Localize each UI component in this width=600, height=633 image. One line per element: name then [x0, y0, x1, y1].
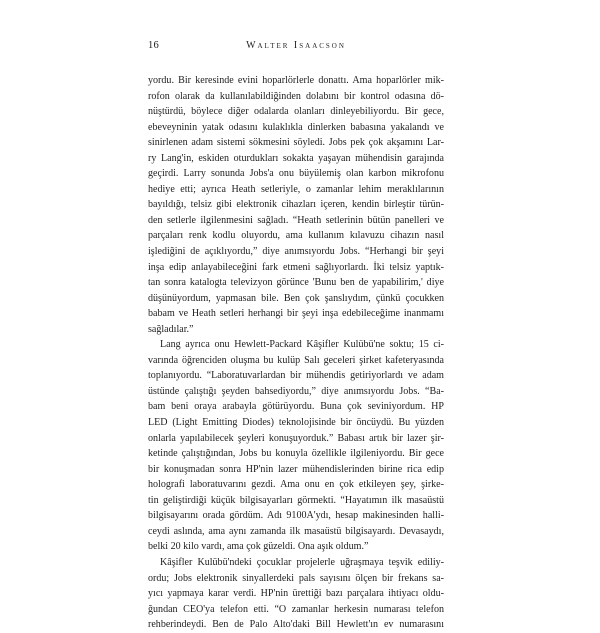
text-line: inşa edip anlayabileceğini fark etmeni sağlıyorlardı. İki telsiz yaptık- [148, 261, 444, 273]
text-line: geçirdi. Larry sonunda Jobs'a onu büyülemiş olan karbon mikrofonu [148, 168, 444, 180]
text-line: ketinde çalıştığından, Jobs bu konuyla özellikle ilgileniyordu. Bir gece [148, 448, 444, 460]
text-line: onlarla yapılabilecek şeyleri konuşuyorduk.” Babası artık bir lazer şir- [148, 432, 444, 444]
text-line: bayıldığı, telsiz gibi elektronik cihazları içeren, kendin birleştir türün- [148, 199, 444, 211]
text-line: bilgisayarını orada gördüm. Adı 9100A'ydı, hesap makinesinden halli- [148, 510, 444, 522]
running-head-author: Walter Isaacson [246, 40, 346, 51]
text-line: bam beni oraya arabayla götürüyordu. Buna çok seviniyordum. HP [148, 401, 444, 413]
text-line: yıcı yapmaya karar verdi. HP'nin ürettiği bazı parçalara ihtiyacı oldu- [148, 588, 444, 600]
text-line: den setlerle ilgilenmesini sağladı. “Heath setlerinin bütün panelleri ve [148, 214, 444, 226]
text-line: ordu; Jobs elektronik sinyallerdeki pals sayısını ölçen bir frekans sa- [148, 572, 444, 584]
text-line: düşünüyordum, yapmasan bile. Ben çok şanslıydım, çünkü çocukken [148, 292, 444, 304]
text-line: ry Lang'in, eskiden oturdukları sokakta yaşayan mühendisin garajında [148, 152, 444, 164]
running-header [148, 40, 444, 56]
text-line: LED (Light Emitting Diodes) teknolojisinde bir öncüydü. Bu yüzden [148, 417, 444, 429]
text-line: babam ve Heath setleri herhangi bir şeyi inşa edebileceğime inanmamı [148, 308, 444, 320]
text-line: parçaları renk kodlu oluyordu, ama kullanım kılavuzu cihazın nasıl [148, 230, 444, 242]
text-line: holografi laboratuvarını gezdi. Ama onu en çok etkileyen şey, şirke- [148, 479, 444, 491]
text-line: hediye etti; ayrıca Heath setleriyle, o zamanlar lehim meraklılarının [148, 183, 444, 195]
text-line: rehberindeydi. Ben de Palo Alto'daki Bill Hewlett'ın ev numarasını [148, 619, 444, 631]
text-line: toplanıyordu. “Laboratuvarlardan bir mühendis getiriyorlardı ve adam [148, 370, 444, 382]
text-line: sağladılar.” [148, 323, 194, 335]
text-line: işlediğini de açıklıyordu,” diye anımsıyordu Jobs. “Herhangi bir şeyi [148, 246, 444, 258]
text-line: sinirlenen adam sistemi sökmesini söyledi. Jobs pek çok akşamını Lar- [148, 137, 444, 149]
body-text [148, 73, 444, 633]
page-number: 16 [148, 40, 159, 51]
text-line: üstünde çalıştığı şeyden bahsediyordu,” diye anımsıyordu Jobs. “Ba- [148, 385, 444, 397]
text-line: ebeveyninin yatak odasını kulaklıkla dinlerken babasına yakalandı ve [148, 121, 444, 133]
text-line: Lang ayrıca onu Hewlett-Packard Kâşifler Kulübü'ne soktu; 15 ci- [160, 339, 444, 351]
text-line: nüştürdü, böylece diğer odalarda olanları dinleyebiliyordu. Bir gece, [148, 106, 444, 118]
text-line: bir konuşmadan sonra HP'nin lazer mühendislerinden birine rica edip [148, 463, 444, 475]
text-line: ğundan CEO'ya telefon etti. “O zamanlar herkesin numarası telefon [148, 603, 444, 615]
text-line: varında öğrenciden oluşma bu kulüp Salı geceleri şirket kafeteryasında [148, 354, 444, 366]
text-line: tan sonra katalogta televizyon görünce 'Bunu ben de yapabilirim,' diye [148, 277, 444, 289]
text-line: rofon olarak da kullanılabildiğinden dolabını bir kontrol odasına dö- [148, 90, 444, 102]
text-line: ceydi aslında, ama aynı zamanda ilk masaüstü bilgisayardı. Devasaydı, [148, 525, 444, 537]
text-line: tin geliştirdiği küçük bilgisayarları görmekti. “Hayatımın ilk masaüstü [148, 494, 444, 506]
text-line: Kâşifler Kulübü'ndeki çocuklar projelerle uğraşmaya teşvik ediliy- [160, 556, 444, 568]
text-line: belki 20 kilo vardı, ama çok güzeldi. Ona aşık oldum.” [148, 541, 369, 553]
text-line: yordu. Bir keresinde evini hoparlörlerle donattı. Ama hoparlörler mik- [148, 75, 444, 86]
